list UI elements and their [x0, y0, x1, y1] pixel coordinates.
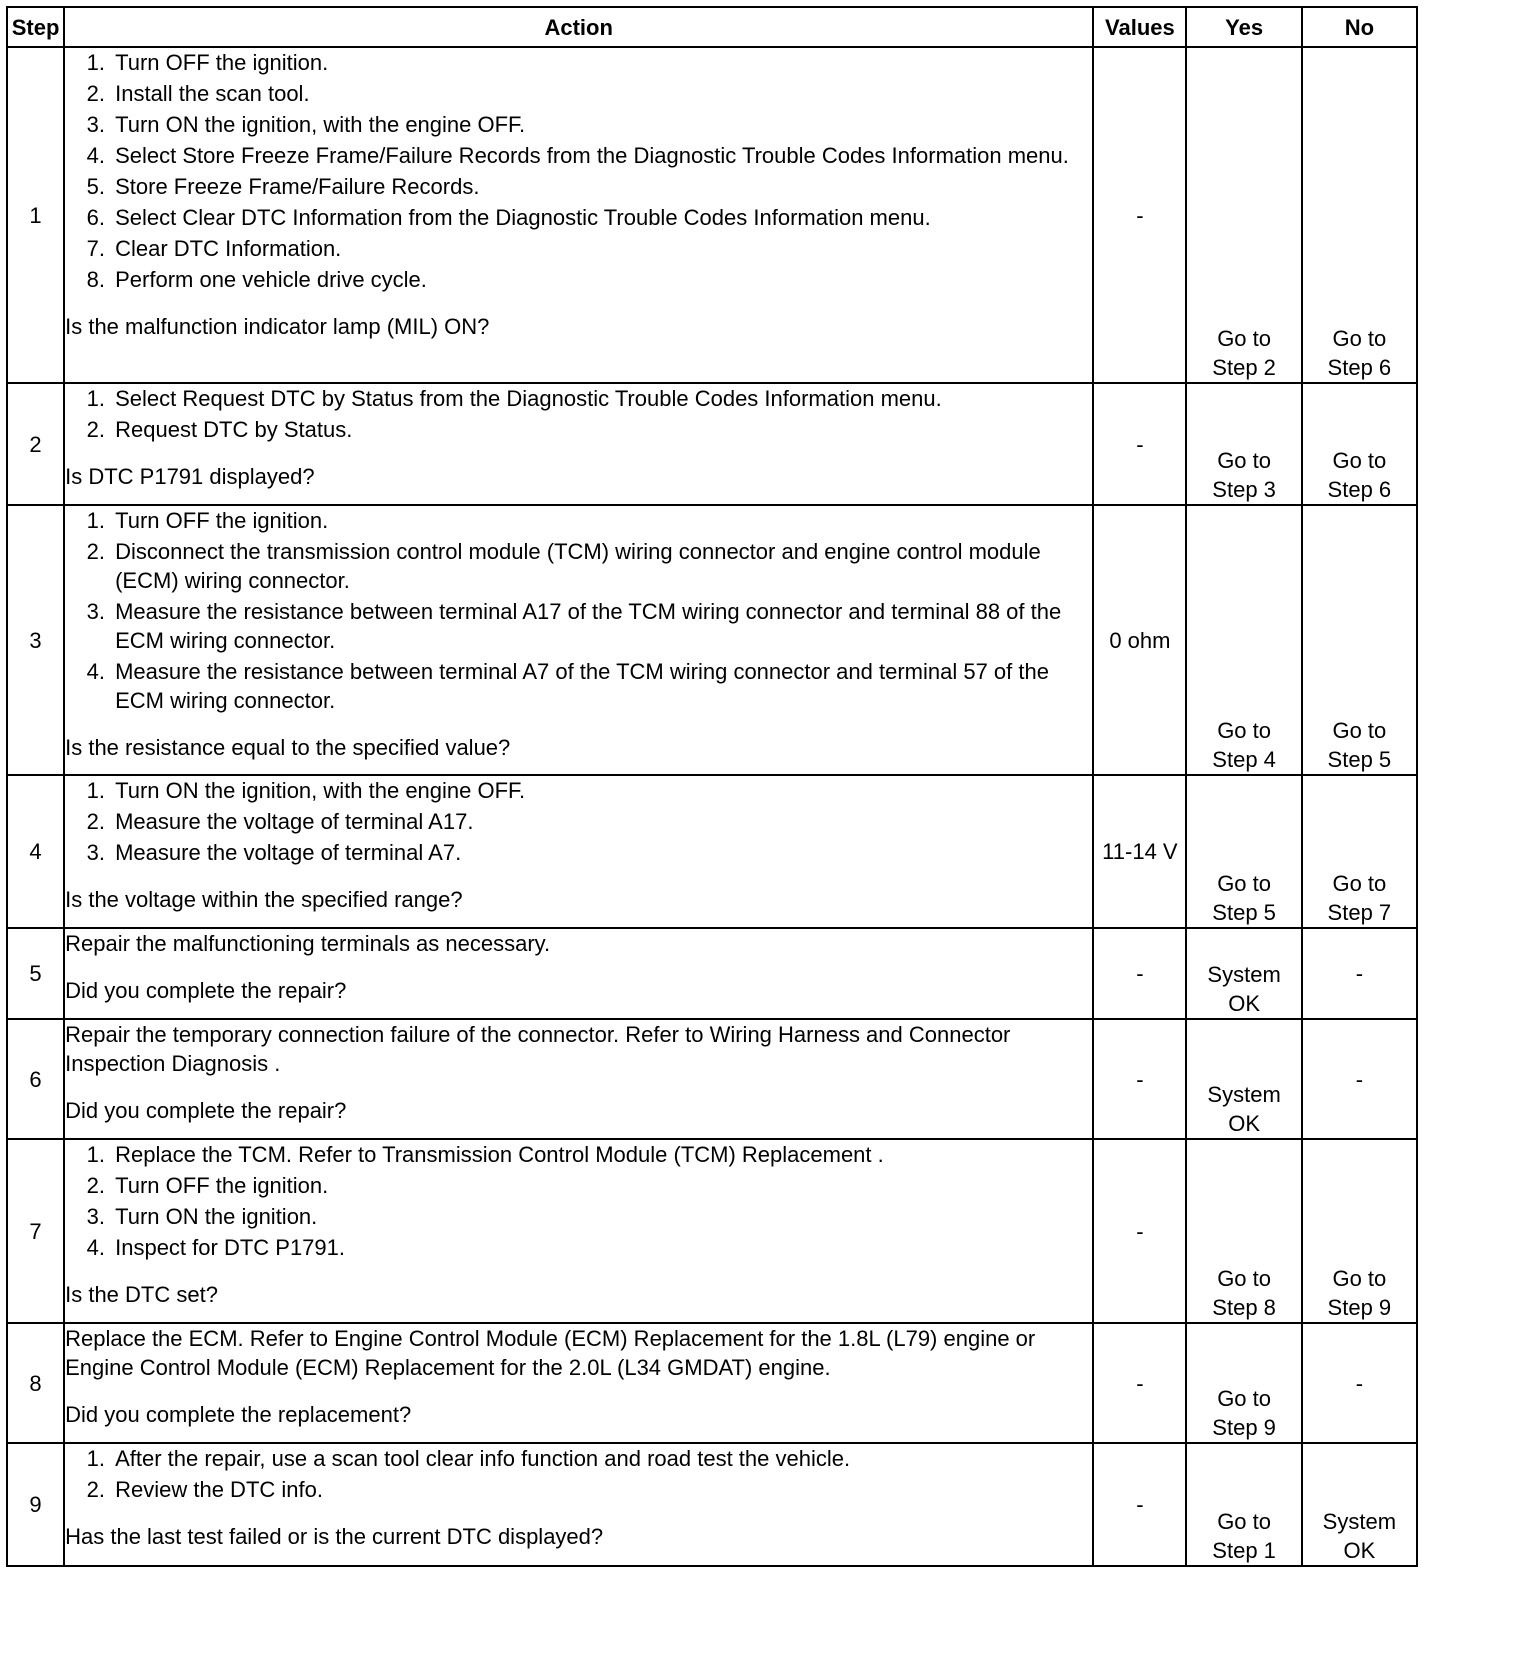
yes-line: Step 8: [1212, 1295, 1276, 1320]
yes-line: OK: [1228, 1111, 1260, 1136]
header-row: [7, 7, 1417, 47]
list-item: 4. Select Store Freeze Frame/Failure Records from the Diagnostic Trouble Codes Information menu.: [111, 141, 1092, 170]
yes-line: Step 3: [1212, 477, 1276, 502]
no-line: OK: [1343, 1538, 1376, 1563]
list-item: 7. Clear DTC Information.: [111, 234, 1092, 263]
yes-cell: [1186, 1323, 1301, 1443]
question: Is the DTC set?: [65, 1282, 218, 1307]
action-cell: [64, 1323, 1093, 1443]
action-list: [65, 384, 1092, 444]
action-cell: [64, 1139, 1093, 1323]
step-number: 7: [7, 1139, 64, 1323]
no-line: -: [1355, 1370, 1364, 1396]
list-item: 1. Turn ON the ignition, with the engine OFF.: [111, 776, 1092, 805]
list-item: 3. Turn ON the ignition, with the engine OFF.: [111, 110, 1092, 139]
action-cell: [64, 505, 1093, 775]
table-row: [7, 1139, 1417, 1323]
action-list: [65, 1444, 1092, 1504]
question: Is DTC P1791 displayed?: [65, 464, 315, 489]
yes-cell: [1186, 505, 1301, 775]
list-item: 1. Replace the TCM. Refer to Transmission Control Module (TCM) Replacement .: [111, 1140, 1092, 1169]
diagnostic-table: [6, 6, 1418, 1567]
question: Is the resistance equal to the specified value?: [65, 735, 511, 760]
question: Did you complete the repair?: [65, 978, 347, 1003]
list-item: 2. Turn OFF the ignition.: [111, 1171, 1092, 1200]
list-item: 2. Disconnect the transmission control module (TCM) wiring connector and engine control module (ECM) wiring connector.: [111, 537, 1092, 595]
list-item: 6. Select Clear DTC Information from the Diagnostic Trouble Codes Information menu.: [111, 203, 1092, 232]
step-number: 3: [7, 505, 64, 775]
action-text: Repair the malfunctioning terminals as necessary.: [65, 931, 551, 956]
header-no: No: [1302, 7, 1417, 47]
diagnostic-table-wrapper: [6, 6, 1418, 1567]
list-item: 3. Turn ON the ignition.: [111, 1202, 1092, 1231]
values-cell: 11-14 V: [1093, 775, 1186, 928]
yes-cell: [1186, 775, 1301, 928]
list-item: 2. Request DTC by Status.: [111, 415, 1092, 444]
table-row: [7, 1443, 1417, 1566]
list-item: 1. Turn OFF the ignition.: [111, 48, 1092, 77]
list-item: 4. Measure the resistance between terminal A7 of the TCM wiring connector and terminal 57 of the ECM wiring connector.: [111, 657, 1092, 715]
yes-line: Step 4: [1212, 747, 1276, 772]
yes-cell: [1186, 1139, 1301, 1323]
action-cell: [64, 383, 1093, 505]
yes-cell: [1186, 383, 1301, 505]
no-cell: [1302, 775, 1417, 928]
values-cell: 0 ohm: [1093, 505, 1186, 775]
question: Did you complete the repair?: [65, 1098, 347, 1123]
action-cell: [64, 1019, 1093, 1139]
no-cell: [1302, 383, 1417, 505]
table-row: [7, 1019, 1417, 1139]
action-cell: [64, 775, 1093, 928]
no-line: Step 9: [1327, 1295, 1392, 1320]
values-cell: -: [1093, 928, 1186, 1019]
yes-line: Go to: [1217, 718, 1271, 743]
yes-line: Go to: [1217, 1509, 1271, 1534]
yes-cell: [1186, 47, 1301, 383]
table-row: [7, 1323, 1417, 1443]
question: Is the voltage within the specified range?: [65, 887, 463, 912]
yes-line: Go to: [1217, 1386, 1271, 1411]
action-cell: [64, 928, 1093, 1019]
no-line: Step 6: [1327, 355, 1392, 380]
action-cell: [64, 1443, 1093, 1566]
action-text: Replace the ECM. Refer to Engine Control Module (ECM) Replacement for the 1.8L (L79) engine or Engine Control Module (ECM) Replacement for the 2.0L (L34 GMDAT) engine.: [65, 1326, 1036, 1380]
no-line: Go to: [1332, 448, 1387, 473]
no-cell: [1302, 928, 1417, 1019]
yes-line: Step 1: [1212, 1538, 1276, 1563]
no-cell: [1302, 1443, 1417, 1566]
table-row: [7, 47, 1417, 383]
header-yes: Yes: [1186, 7, 1301, 47]
step-number: 4: [7, 775, 64, 928]
header-values: Values: [1093, 7, 1186, 47]
yes-line: System: [1207, 962, 1281, 987]
values-cell: -: [1093, 47, 1186, 383]
list-item: 3. Measure the voltage of terminal A7.: [111, 838, 1092, 867]
no-line: Step 6: [1327, 477, 1392, 502]
yes-cell: [1186, 928, 1301, 1019]
no-line: -: [1355, 961, 1364, 986]
list-item: 2. Install the scan tool.: [111, 79, 1092, 108]
step-number: 5: [7, 928, 64, 1019]
list-item: 8. Perform one vehicle drive cycle.: [111, 265, 1092, 294]
no-line: System: [1322, 1509, 1397, 1534]
yes-line: Go to: [1217, 326, 1271, 351]
step-number: 9: [7, 1443, 64, 1566]
yes-line: OK: [1228, 991, 1260, 1016]
yes-line: Step 5: [1212, 900, 1276, 925]
action-list: [65, 48, 1092, 294]
yes-cell: [1186, 1019, 1301, 1139]
yes-line: Step 9: [1212, 1415, 1276, 1440]
question: Has the last test failed or is the current DTC displayed?: [65, 1524, 604, 1549]
no-line: Go to: [1332, 326, 1387, 351]
step-number: 2: [7, 383, 64, 505]
table-row: [7, 775, 1417, 928]
values-cell: -: [1093, 1019, 1186, 1139]
header-action: Action: [64, 7, 1093, 47]
values-cell: -: [1093, 383, 1186, 505]
action-list: [65, 776, 1092, 867]
no-line: Step 7: [1327, 900, 1392, 925]
values-cell: -: [1093, 1139, 1186, 1323]
no-cell: [1302, 1139, 1417, 1323]
header-step: Step: [7, 7, 64, 47]
action-cell: [64, 47, 1093, 383]
list-item: 4. Inspect for DTC P1791.: [111, 1233, 1092, 1262]
no-cell: [1302, 1019, 1417, 1139]
yes-line: Step 2: [1212, 355, 1276, 380]
step-number: 1: [7, 47, 64, 383]
no-cell: [1302, 47, 1417, 383]
question: Is the malfunction indicator lamp (MIL) ON?: [65, 314, 490, 339]
no-line: -: [1355, 1066, 1364, 1092]
action-text: Repair the temporary connection failure of the connector. Refer to Wiring Harness and Connector Inspection Diagnosis .: [65, 1022, 1011, 1076]
action-list: [65, 1140, 1092, 1262]
yes-cell: [1186, 1443, 1301, 1566]
list-item: 1. Turn OFF the ignition.: [111, 506, 1092, 535]
list-item: 1. After the repair, use a scan tool clear info function and road test the vehicle.: [111, 1444, 1092, 1473]
table-row: [7, 505, 1417, 775]
list-item: 2. Measure the voltage of terminal A17.: [111, 807, 1092, 836]
no-line: Go to: [1332, 871, 1387, 896]
list-item: 5. Store Freeze Frame/Failure Records.: [111, 172, 1092, 201]
question: Did you complete the replacement?: [65, 1402, 412, 1427]
yes-line: Go to: [1217, 448, 1271, 473]
yes-line: System: [1207, 1082, 1281, 1107]
table-row: [7, 383, 1417, 505]
action-list: [65, 506, 1092, 715]
list-item: 1. Select Request DTC by Status from the Diagnostic Trouble Codes Information menu.: [111, 384, 1092, 413]
step-number: 8: [7, 1323, 64, 1443]
list-item: 2. Review the DTC info.: [111, 1475, 1092, 1504]
values-cell: -: [1093, 1443, 1186, 1566]
yes-line: Go to: [1217, 871, 1271, 896]
no-cell: [1302, 1323, 1417, 1443]
yes-line: Go to: [1217, 1266, 1271, 1291]
no-line: Step 5: [1327, 747, 1392, 772]
table-row: [7, 928, 1417, 1019]
step-number: 6: [7, 1019, 64, 1139]
list-item: 3. Measure the resistance between terminal A17 of the TCM wiring connector and terminal 88 of the ECM wiring connector.: [111, 597, 1092, 655]
no-cell: [1302, 505, 1417, 775]
no-line: Go to: [1332, 718, 1387, 743]
no-line: Go to: [1332, 1266, 1387, 1291]
values-cell: -: [1093, 1323, 1186, 1443]
